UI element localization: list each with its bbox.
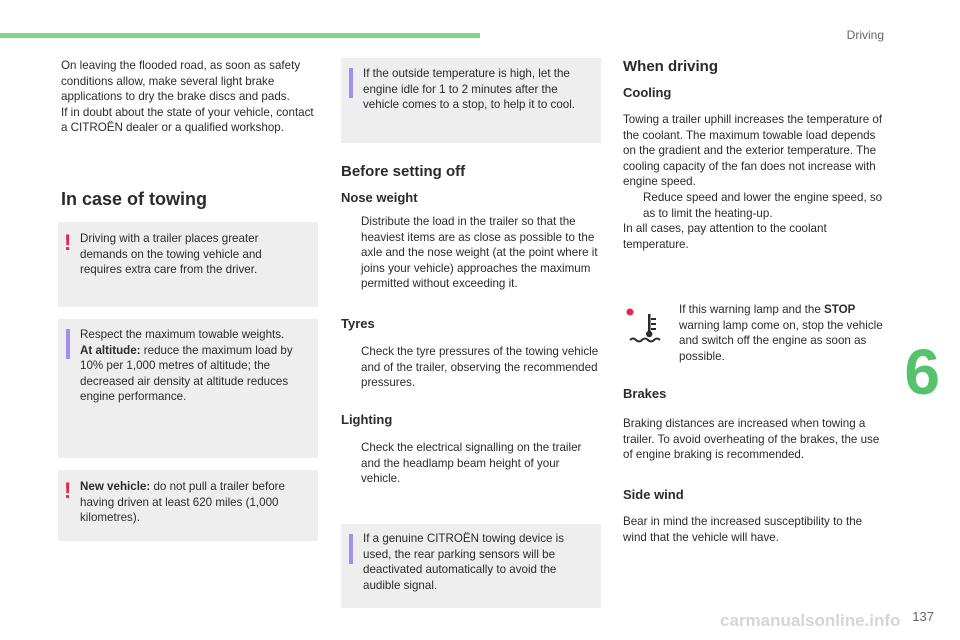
- brakes-heading: Brakes: [623, 386, 667, 401]
- cooling-after-text: In all cases, pay attention to the coolant temperature.: [623, 222, 827, 251]
- info-box-1: [58, 319, 318, 458]
- tyres-item: [341, 344, 599, 391]
- cooling-heading: Cooling: [623, 85, 672, 100]
- lamp-text-bold: STOP: [824, 303, 856, 316]
- nose-weight-item: [341, 214, 599, 292]
- cooling-bullet-text: Reduce speed and lower the engine speed, so as to limit the heating-up.: [643, 190, 883, 220]
- info-icon: [349, 68, 353, 98]
- info-top-text: If the outside temperature is high, let the engine idle for 1 to 2 minutes after the vehicle comes to a stop, to help it to cool.: [363, 67, 576, 112]
- info-box-top: [341, 58, 601, 143]
- nose-weight-text: Distribute the load in the trailer so that the heaviest items are as close as possible to the axle and the nose weight (at the point where it joins your vehicle) approaches the maximum permitted without exceeding it.: [361, 215, 598, 291]
- lighting-item: [341, 440, 599, 487]
- cooling-section: [623, 112, 885, 252]
- lamp-text-rest: warning lamp come on, stop the vehicle and switch off the engine as soon as possible.: [679, 318, 883, 363]
- warning-box-2: [58, 470, 318, 541]
- page-number: 137: [912, 609, 934, 624]
- before-setting-off-heading: Before setting off: [341, 163, 466, 180]
- warning-box-1: [58, 222, 318, 307]
- info-1-bold: At altitude:: [80, 343, 141, 357]
- lamp-description: [679, 302, 884, 364]
- warning-2-bold: New vehicle:: [80, 480, 151, 493]
- warning-1-text: Driving with a trailer places greater demands on the towing vehicle and requires extra care from the driver.: [80, 232, 262, 277]
- warning-2-text: [80, 479, 300, 526]
- info-1-text: [80, 327, 305, 405]
- info-box-bottom: [341, 524, 601, 608]
- intro-paragraph-1: On leaving the flooded road, as soon as safety conditions allow, make several light brake applications to dry the brake discs and pads.: [61, 59, 301, 104]
- info-bottom-text: If a genuine CITROËN towing device is used, the rear parking sensors will be deactivated automatically to avoid the audible signal.: [363, 532, 565, 592]
- lamp-text-prefix: If this warning lamp and the: [679, 303, 825, 316]
- chapter-number: 6: [904, 336, 940, 408]
- info-1-prefix: Respect the maximum towable weights.: [80, 328, 285, 341]
- top-progress-bar: [0, 33, 480, 38]
- side-wind-heading: Side wind: [623, 487, 684, 502]
- coolant-temperature-warning-icon: [626, 308, 666, 348]
- intro-paragraph-2: If in doubt about the state of your vehicle, contact a CITROËN dealer or a qualified workshop.: [61, 105, 314, 135]
- nose-weight-heading: Nose weight: [341, 190, 418, 205]
- tyres-text: Check the tyre pressures of the towing vehicle and of the trailer, observing the recommended pressures.: [361, 345, 599, 390]
- info-icon: [349, 534, 353, 564]
- side-wind-section: [623, 514, 885, 545]
- intro-text: [61, 58, 316, 136]
- warning-2-rest: do not pull a trailer before having driven at least 620 miles (1,000 kilometres).: [80, 480, 285, 525]
- brakes-text: Braking distances are increased when towing a trailer. To avoid overheating of the brakes, the use of engine braking is recommended.: [623, 417, 880, 462]
- warning-icon: !: [64, 478, 72, 503]
- when-driving-heading: When driving: [623, 58, 718, 75]
- brakes-section: [623, 416, 885, 463]
- tyres-heading: Tyres: [341, 316, 375, 331]
- section-label: Driving: [846, 28, 884, 42]
- watermark: carmanualsonline.info: [720, 611, 901, 630]
- lighting-heading: Lighting: [341, 412, 393, 427]
- warning-icon: !: [64, 230, 72, 255]
- info-icon: [66, 329, 70, 359]
- towing-heading: In case of towing: [61, 189, 208, 209]
- side-wind-text: Bear in mind the increased susceptibility to the wind that the vehicle will have.: [623, 515, 863, 544]
- cooling-text: Towing a trailer uphill increases the temperature of the coolant. The maximum towable load depends on the gradient and the exterior temperature. The cooling capacity of the fan does not increase with engine speed.: [623, 113, 883, 189]
- info-1-rest: reduce the maximum load by 10% per 1,000 metres of altitude; the decreased air density at altitude reduces engine performance.: [80, 343, 293, 404]
- lighting-text: Check the electrical signalling on the trailer and the headlamp beam height of your vehicle.: [361, 441, 582, 486]
